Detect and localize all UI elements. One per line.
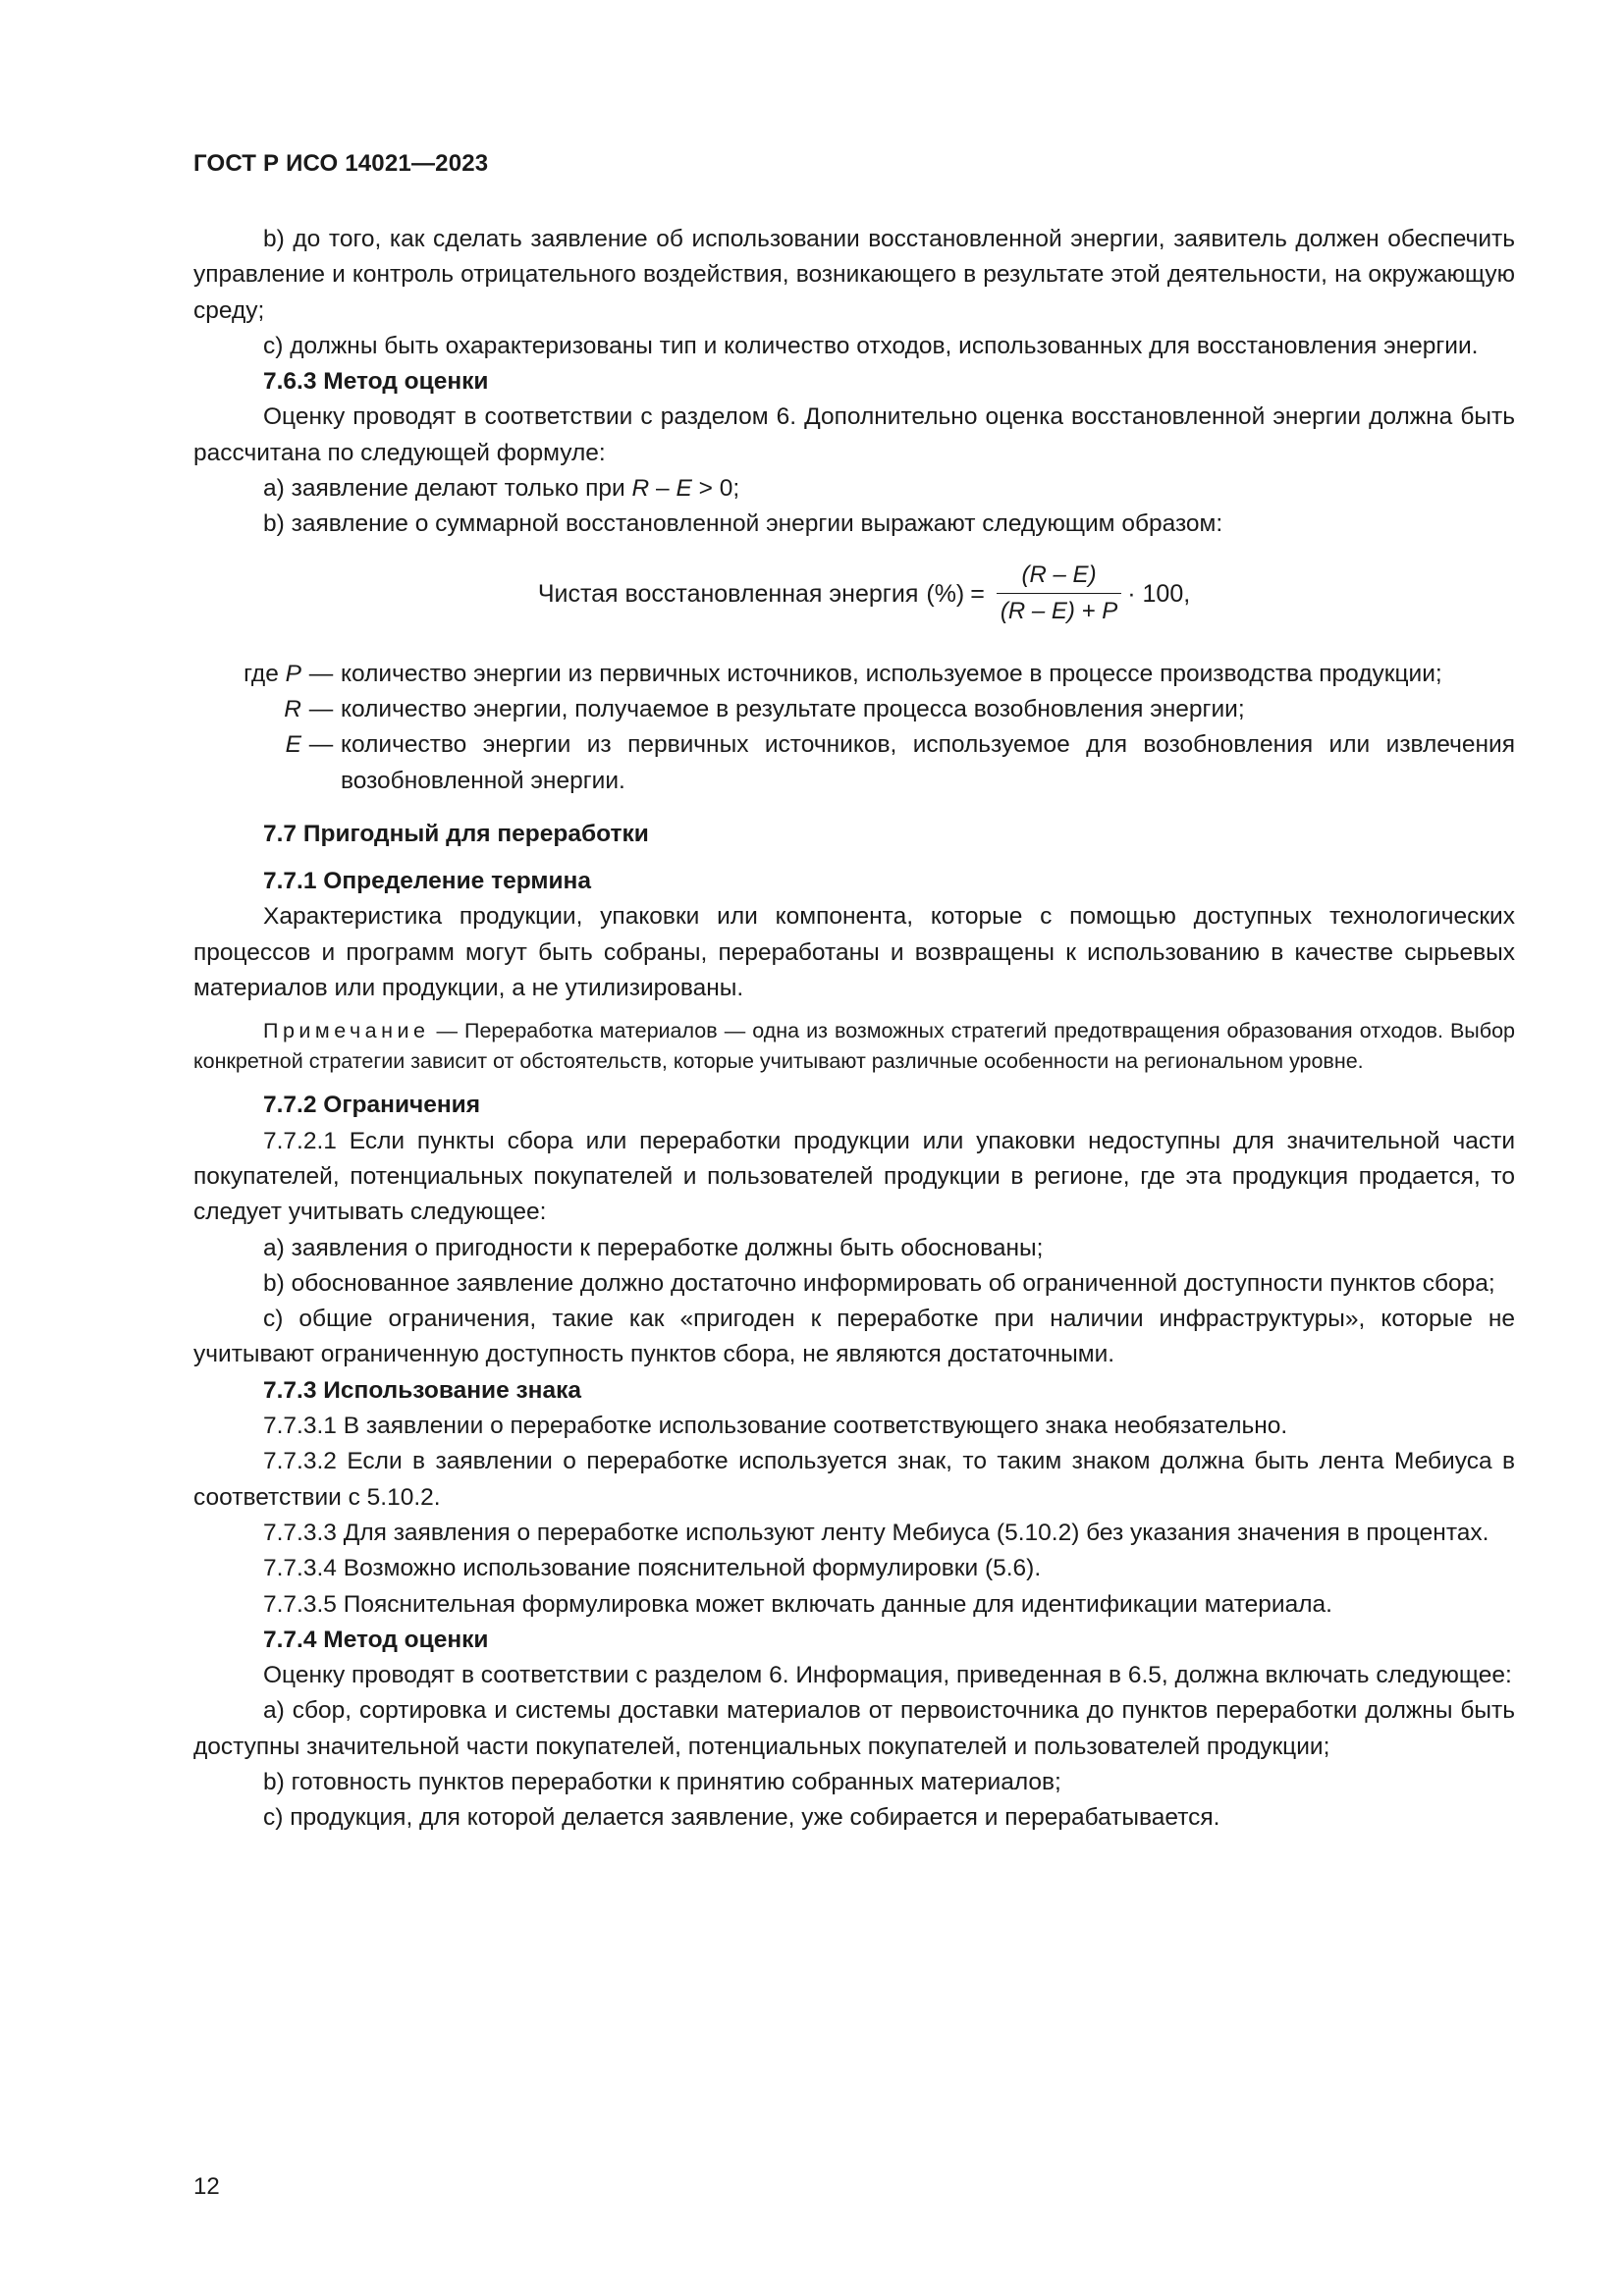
list-item-b: b) до того, как сделать заявление об использовании восстановленной энергии, заявитель должен обеспечить управление и контроль отрицательного воздействия, возникающего в результате этой деятельности, на окружающую среду; — [193, 226, 1515, 324]
variable-definitions — [193, 657, 1515, 799]
formula — [193, 553, 1515, 635]
page-number: 12 — [193, 2173, 220, 2200]
section-heading-7-7-2: 7.7.2 Ограничения — [263, 1092, 481, 1119]
list-item-c: c) должны быть охарактеризованы тип и количество отходов, использованных для восстановления энергии. — [263, 332, 1479, 359]
section-heading-7-6-3: 7.6.3 Метод оценки — [263, 368, 489, 396]
list-item-b: b) заявление о суммарной восстановленной энергии выражают следующим образом: — [263, 510, 1223, 538]
section-heading-7-7: 7.7 Пригодный для переработки — [263, 820, 649, 847]
formula-denominator: (R – E) + P — [997, 593, 1121, 627]
formula-fraction — [997, 560, 1121, 627]
list-item-b: b) готовность пунктов переработки к принятию собранных материалов; — [263, 1768, 1061, 1795]
note-text: — Переработка материалов — одна из возможных стратегий предотвращения образования отходов. Выбор конкретной стратегии зависит от обстоятельств, которые учитывают различные особенности на региональном уровне. — [193, 1019, 1515, 1073]
symbol-p: P — [285, 660, 301, 687]
paragraph: 7.7.3.2 Если в заявлении о переработке используется знак, то таким знаком должна быть лента Мебиуса в соответствии с 5.10.2. — [193, 1448, 1515, 1511]
paragraph: 7.7.3.1 В заявлении о переработке использование соответствующего знака необязательно. — [263, 1413, 1288, 1440]
definition-term — [193, 657, 301, 692]
paragraph: Оценку проводят в соответствии с разделом 6. Дополнительно оценка восстановленной энергии должна быть рассчитана по следующей формуле: — [193, 403, 1515, 466]
list-item-b: b) обоснованное заявление должно достаточно информировать об ограниченной доступности пунктов сбора; — [263, 1269, 1495, 1297]
text-run: – — [649, 475, 677, 503]
paragraph: 7.7.3.4 Возможно использование пояснительной формулировки (5.6). — [263, 1555, 1042, 1582]
definition-text: количество энергии из первичных источников, используемое для возобновления или извлечения возобновленной энергии. — [341, 731, 1515, 794]
em-dash: — — [308, 731, 334, 759]
list-item-a: a) заявления о пригодности к переработке должны быть обоснованы; — [263, 1234, 1044, 1261]
formula-label: Чистая восстановленная энергия — [537, 579, 919, 608]
symbol-e: E — [285, 731, 301, 759]
symbol-r: R — [284, 695, 301, 722]
em-dash: — — [308, 660, 334, 687]
paragraph: 7.7.3.3 Для заявления о переработке используют ленту Мебиуса (5.10.2) без указания значения в процентах. — [263, 1519, 1489, 1546]
section-heading-7-7-3: 7.7.3 Использование знака — [263, 1376, 581, 1404]
list-item-c: c) общие ограничения, такие как «пригоден к переработке при наличии инфраструктуры», которые не учитывают ограниченную доступность пунктов сбора, не являются достаточными. — [193, 1306, 1515, 1368]
formula-multiplier: · 100, — [1127, 579, 1191, 608]
definition-row — [193, 692, 1515, 727]
definition-term — [193, 727, 301, 799]
text-run: a) заявление делают только при — [263, 475, 632, 503]
list-item-a — [193, 471, 1515, 507]
paragraph: Характеристика продукции, упаковки или компонента, которые с помощью доступных технологических процессов и программ могут быть собраны, переработаны и возвращены к использованию в качестве сырьевых материалов или продукции, а не утилизированы. — [193, 903, 1515, 1002]
list-item-c: c) продукция, для которой делается заявление, уже собирается и перерабатывается. — [263, 1804, 1220, 1832]
paragraph: 7.7.3.5 Пояснительная формулировка может включать данные для идентификации материала. — [263, 1590, 1332, 1618]
symbol-e: E — [676, 475, 692, 503]
section-heading-7-7-4: 7.7.4 Метод оценки — [263, 1626, 489, 1653]
definition-row — [193, 657, 1515, 692]
document-header: ГОСТ Р ИСО 14021—2023 — [193, 150, 489, 177]
paragraph: 7.7.2.1 Если пункты сбора или переработки продукции или упаковки недоступны для значительной части покупателей, потенциальных покупателей и пользователей продукции в регионе, где эта продукция продается, то следует учитывать следующее: — [193, 1127, 1515, 1226]
section-heading-7-7-1: 7.7.1 Определение термина — [263, 868, 591, 895]
note — [193, 1016, 1515, 1076]
note-label: Примечание — [263, 1019, 430, 1043]
formula-percent: (%) — [926, 579, 965, 608]
definition-text: количество энергии из первичных источников, используемое в процессе производства продукции; — [341, 660, 1442, 687]
definition-text: количество энергии, получаемое в результате процесса возобновления энергии; — [341, 695, 1245, 722]
page-body — [193, 222, 1515, 1837]
em-dash: — — [308, 695, 334, 722]
list-item-a: a) сбор, сортировка и системы доставки материалов от первоисточника до пунктов переработки должны быть доступны значительной части покупателей, потенциальных покупателей и пользователей продукции; — [193, 1697, 1515, 1760]
symbol-r: R — [631, 475, 650, 503]
definition-row — [193, 727, 1515, 799]
paragraph: Оценку проводят в соответствии с разделом 6. Информация, приведенная в 6.5, должна включать следующее: — [263, 1662, 1512, 1689]
text-run: > 0; — [691, 475, 740, 503]
where-prefix: где — [244, 660, 279, 687]
definition-term — [193, 692, 301, 727]
formula-equals: = — [970, 579, 985, 608]
formula-numerator: (R – E) — [1021, 561, 1097, 589]
